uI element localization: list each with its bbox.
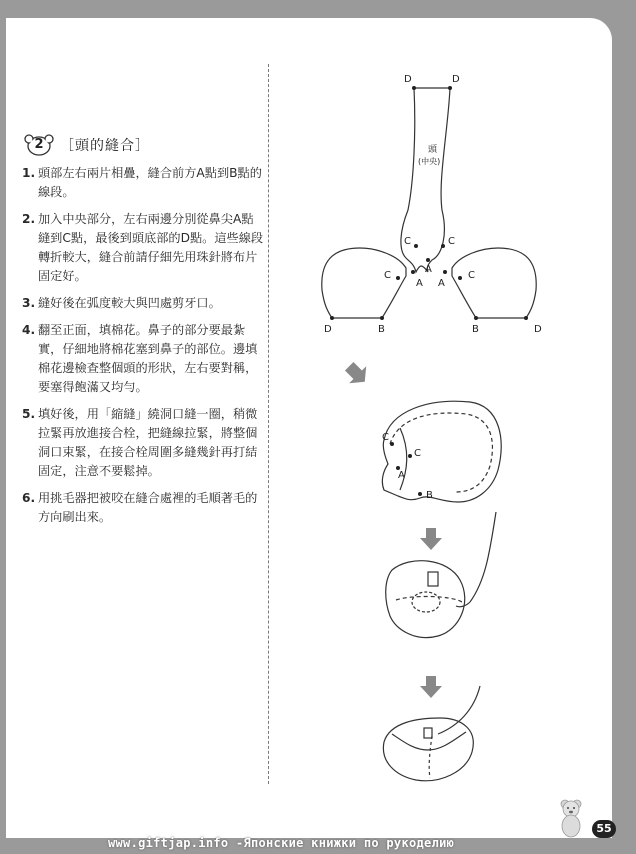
instruction-step (22, 164, 264, 202)
label-c: C (382, 432, 389, 443)
step-text: 加入中央部分，左右兩邊分別從鼻尖A點縫到C點，最後到頭底部的D點。這些線段轉折較大，縫合前請仔細先用珠針將布片固定好。 (38, 212, 264, 283)
finished-head-joint (383, 686, 480, 781)
label-a: A (438, 278, 445, 289)
watermark-footer: www.giftjap.info -Японские книжки по рукоделию (108, 836, 455, 850)
step-text: 縫好後在弧度較大與凹處剪牙口。 (38, 296, 221, 310)
step-text: 填好後，用「縮縫」繞洞口縫一圈，稍微拉緊再放進接合栓，把縫線拉緊，將整個洞口束緊，在接合栓周圍多縫幾針再打結固定，注意不要鬆掉。 (38, 407, 258, 478)
label-c: C (448, 236, 455, 247)
step-number: 2 (34, 137, 44, 152)
label-d: D (404, 74, 412, 85)
label-a: A (425, 264, 432, 275)
label-b: B (378, 324, 385, 335)
label-d: D (534, 324, 542, 335)
sewn-head (382, 401, 501, 502)
section-header (24, 134, 150, 156)
right-head-piece (452, 248, 536, 318)
label-c: C (468, 270, 475, 281)
instruction-step (22, 294, 264, 313)
instruction-step (22, 210, 264, 286)
step-num: 1. (22, 166, 36, 180)
instruction-step (22, 321, 264, 397)
stuffed-head-joint (386, 512, 496, 638)
step-text: 翻至正面，填棉花。鼻子的部分要最紮實，仔細地將棉花塞到鼻子的部位。邊填棉花邊檢查整個頭的形狀，左右要對稱，要塞得飽滿又均勻。 (38, 323, 258, 394)
pattern-pieces (322, 88, 536, 318)
label-a: A (416, 278, 423, 289)
instruction-step (22, 489, 264, 527)
label-c: C (414, 448, 421, 459)
sewing-diagram (280, 50, 610, 790)
step-text: 用挑毛器把被咬在縫合處裡的毛順著毛的方向刷出來。 (38, 491, 258, 524)
label-d: D (324, 324, 332, 335)
step-num: 2. (22, 212, 36, 226)
left-head-piece (322, 248, 406, 318)
step-number-badge (24, 134, 54, 156)
section-title: ［頭的縫合］ (60, 138, 150, 154)
arrow-icon (341, 358, 374, 391)
label-b: B (426, 490, 433, 501)
step-num: 5. (22, 407, 36, 421)
center-label: 頭 (428, 145, 438, 155)
pattern-points (330, 86, 528, 320)
center-sublabel: (中央) (418, 157, 441, 166)
label-c: C (404, 236, 411, 247)
step-text: 頭部左右兩片相疊，縫合前方A點到B點的線段。 (38, 166, 262, 199)
page-number: 55 (592, 820, 616, 838)
step-num: 4. (22, 323, 36, 337)
step-num: 6. (22, 491, 36, 505)
label-d: D (452, 74, 460, 85)
label-b: B (472, 324, 479, 335)
teddy-bear-icon (554, 796, 588, 840)
instruction-list (22, 164, 264, 535)
instruction-step (22, 405, 264, 481)
step-num: 3. (22, 296, 36, 310)
arrow-icon (420, 676, 442, 698)
arrow-icon (420, 528, 442, 550)
label-a: A (398, 470, 405, 481)
label-c: C (384, 270, 391, 281)
column-divider (268, 64, 269, 784)
